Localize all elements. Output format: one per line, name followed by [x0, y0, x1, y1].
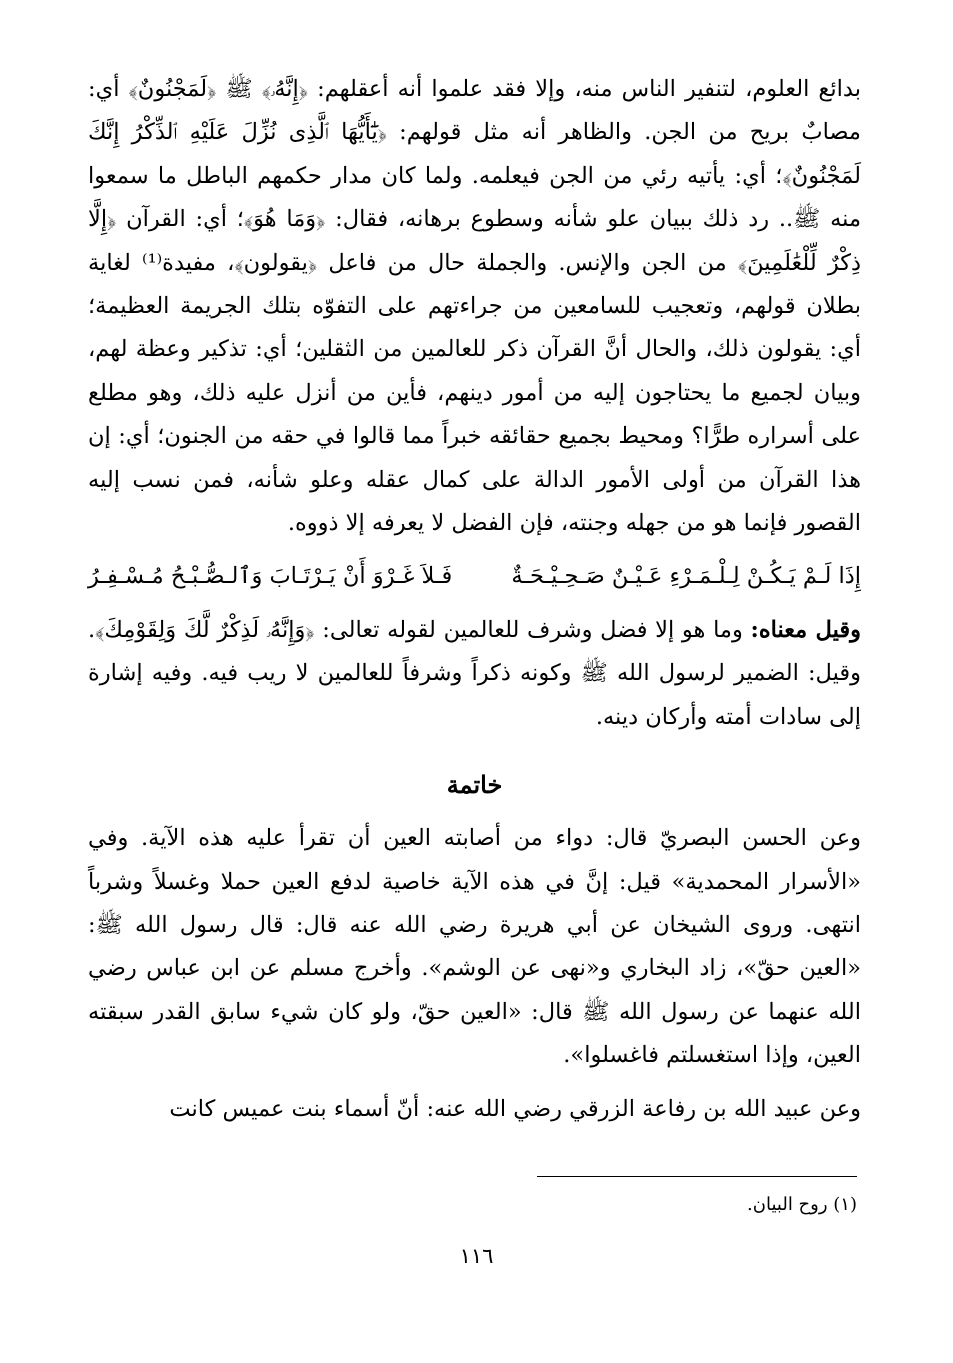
section-heading: خاتمة [446, 770, 503, 800]
footnote: (١) روح البيان. [747, 1194, 857, 1215]
meaning-text: وما هو إلا فضل وشرف للعالمين لقوله تعالى: ﴿وَإِنَّهُۥ لَذِكْرٌ لَّكَ وَلِقَوْمِكَ﴾. وقيل: الضمير لرسول الله ﷺ وكونه ذكراً وشرفاً للعالمين لا ريب فيه. وفيه إشارة إلى سادات أمته وأركان دينه. [88, 616, 861, 730]
closing-paragraph-2: وعن عبيد الله بن رفاعة الزرقي رضي الله عنه: أنّ أسماء بنت عميس كانت [169, 1095, 861, 1122]
page-number: ١١٦ [459, 1244, 494, 1268]
body-paragraph-1: بدائع العلوم، لتنفير الناس منه، وإلا فقد علموا أنه أعقلهم: ﴿إِنَّهُۥ﴾ ﷺ ﴿لَمَجْنُونٌ﴾ أي: مصابٌ بريح من الجن. والظاهر أنه مثل قولهم: ﴿يَٰٓأَيُّهَا ٱلَّذِى نُزِّلَ عَلَيْهِ ٱلذِّكْرُ إِنَّكَ لَمَجْنُونٌ﴾؛ أي: يأتيه رئي من الجن فيعلمه. ولما كان مدار حكمهم الباطل ما سمعوا منه ﷺ.. رد ذلك ببيان علو شأنه وسطوع برهانه، فقال: ﴿وَمَا هُوَ﴾؛ أي: القرآن ﴿إِلَّا ذِكْرٌ لِّلْعَٰلَمِينَ﴾ من الجن والإنس. والجملة حال من فاعل ﴿يقولون﴾، مفيدة⁽¹⁾ لغاية بطلان قولهم، وتعجيب للسامعين من جراءتهم على التفوّه بتلك الجريمة العظيمة؛ أي: يقولون ذلك، والحال أنَّ القرآن ذكر للعالمين من الثقلين؛ أي: تذكير وعظة لهم، وبيان لجميع ما يحتاجون إليه من أمور دينهم، فأين من أنزل عليه ذلك، وهو مطلع على أسراره طرًّا؟ ومحيط بجميع حقائقه خبراً مما قالوا في حقه من الجنون؛ أي: إن هذا القرآن من أولى الأمور الدالة على كمال عقله وعلو شأنه، فمن نسب إليه القصور فإنما هو من جهله وجنته، فإن الفضل لا يعرفه إلا ذووه. [88, 76, 861, 537]
poem-hemistich-2: فَـلاَ غَـرْوَ أَنْ يَـرْتَـابَ وَٱلـصُّـبْـحُ مُـسْـفِـرُ [88, 563, 453, 590]
poem-hemistich-1: إِذَا لَـمْ يَـكُـنْ لِـلْـمَـرْءِ عَـيْـنٌ صَـحِـيْـحَـةٌ [511, 563, 861, 590]
meaning-paragraph [88, 609, 861, 739]
closing-paragraph-1: وعن الحسن البصريّ قال: دواء من أصابته العين أن تقرأ عليه هذه الآية. وفي «الأسرار المحمدية» قيل: إنَّ في هذه الآية خاصية لدفع العين حملا وغسلاً وشرباً انتهى. وروى الشيخان عن أبي هريرة رضي الله عنه قال: قال رسول الله ﷺ: «العين حقّ»، زاد البخاري و«نهى عن الوشم». وأخرج مسلم عن ابن عباس رضي الله عنهما عن رسول الله ﷺ قال: «العين حقّ، ولو كان شيء سابق القدر سبقته العين، وإذا استغسلتم فاغسلوا». [88, 825, 861, 1069]
meaning-label: وقيل معناه: [750, 616, 861, 643]
poem-verse [88, 555, 861, 598]
footnote-divider [537, 1176, 857, 1177]
